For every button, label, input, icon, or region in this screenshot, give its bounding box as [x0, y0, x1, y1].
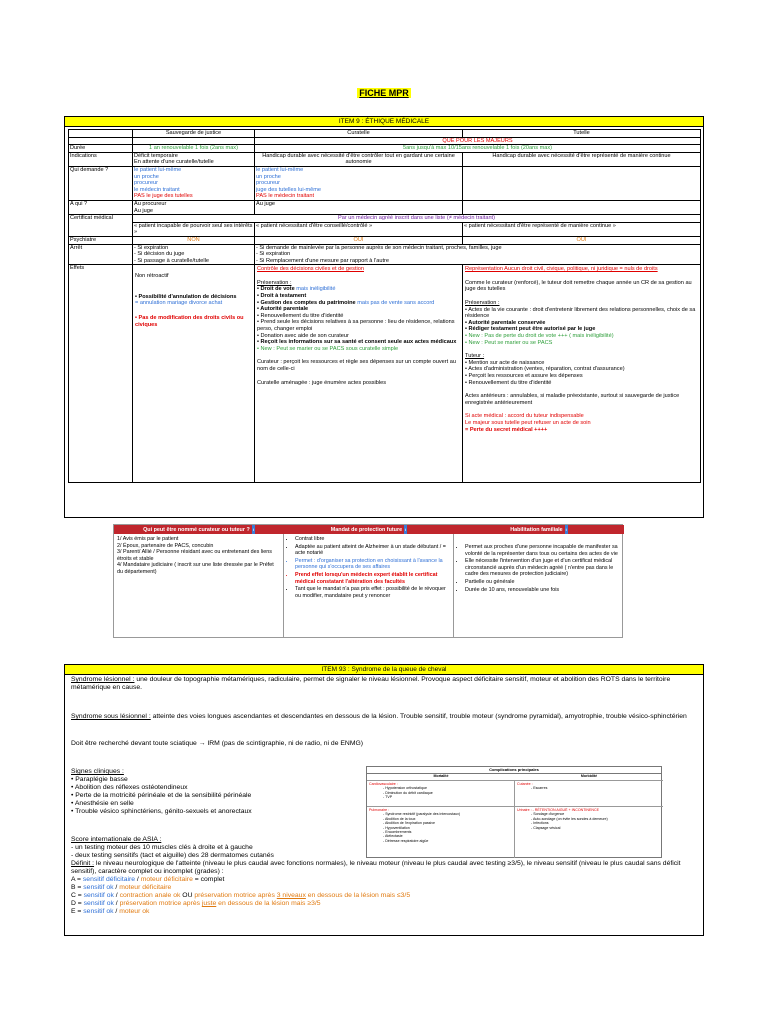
header-mandat: Mandat de protection future i	[284, 525, 454, 534]
complications-table: Complications principales Mortalité Morbidité Cardiovasculaire : - Hypotension orthostatique - Diminution du débit cardiaque - TVP Cutanée : - Escarres Pulmonaire : - Syndrome restrictif (paralysie des intercostaux) - Abolition de la toux - Abolition de l'expiration passive - Hypoventilation - Encombrements - Atélectasie - Détresse respiratoire aigüe Urinaire : - RÉTENTION AIGUË + INCONTINENCE - Sondage d'urgence - Auto-sondage (on évite les sondes à demeure) - Infections - Clapsage vésical	[366, 766, 662, 858]
row-label: Indications	[69, 152, 133, 166]
asia-block: Score internationale de ASIA : - un testing moteur des 10 muscles clés à droite et à gauche - deux testing sensitifs (tact et aiguille) des 28 dermatomes cutanés Définit : le niveau neurologique de l'atteinte (niveau le plus caudal avec fonctions normales), le niveau moteur (niveau le plus caudal avec testing ≥3/5), le niveau sensitif (niveau le plus caudal sans déficit sensitif), caractère complet ou incomplet (grades) : A = sensitif déficitaire / moteur déficitaire = complet B = sensitif ok / moteur déficitaire C = sensitif ok / contraction anale ok OU préservation motrice après 3 niveaux en dessous de la lésion mais ≤3/5 D = sensitif ok / préservation motrice après juste en dessous de la lésion mais ≥3/5 E = sensitif ok / moteur ok	[71, 836, 697, 916]
row-label: Certificat médical	[69, 215, 133, 237]
table-row: Qui demande ? le patient lui-même un proche procureur le médecin traitant PAS le juge des tutelles le patient lui-même un proche procureur juge des tutelles lui-même PAS le médecin traitant	[69, 166, 701, 200]
table-row: Indications Déficit temporaire En attente d'une curatelle/tutelle Handicap durable avec nécessité d'être contrôler tout en gardant une certaine autonomie Handicap durable avec nécessité d'être représenté de manière continue	[69, 152, 701, 166]
page-title: FICHE MPR	[359, 88, 409, 98]
row-label: Arrêt	[69, 244, 133, 265]
grade-e: E = sensitif ok / moteur ok	[71, 908, 150, 915]
info-icon: i	[405, 527, 407, 532]
table-row	[69, 137, 701, 145]
table-row: Effets Non rétroactif • Possibilité d'annulation de décisions = annulation mariage divorce achat • Pas de modification des droits civils ou civiques Contrôle des décisions civiles et de gestion Préservation : • Droit de vote mais inéligibilité • Droit à testament • Gestion des comptes du patrimoine mais pas de vente sans accord • Autorité parentale • Renouvellement du titre d'identité • Prend seule les décisions relatives à sa personne : lieu de résidence, relations perso, changer emploi • Donation avec aide de son curateur • Reçoit les informations sur sa santé et consent seule aux actes médicaux • New : Peut se marier ou se PACS sous curatelle simple Curateur : perçoit les ressources et règle ses dépenses sur un compte ouvert au nom de celle-ci Curatelle aménagée : juge énumère actes possibles Représentation Aucun droit civil, civique, politique, ni juridique = nuls de droits Comme le curateur (renforcé), le tuteur doit remettre chaque année un CR de sa gestion au juge des tutelles Préservation : • Actes de la vie courante : droit d'entretenir librement des relations personnelles, choix de sa résidence • Autorité parentale conservée • Rédiger testament peut être autorisé par le juge • New : Pas de perte du droit de vote +++ ( mais inéligibilité) • New : Peut se marier ou se PACS Tuteur : • Mention sur acte de naissance • Actes d'administration (ventes, réparation, contrat d'assurance) • Perçoit les ressources et assure les dépenses • Renouvellement du titre d'identité Actes antérieurs : annulables, si maladie préexistante, surtout si sauvegarde de justice enregistrée antérieurement Si acte médical : accord du tuteur indispensable Le majeur sous tutelle peut refuser un acte de soin = Perte du secret médical ++++	[69, 265, 701, 483]
row-label: Psychiatre	[69, 236, 133, 244]
irm-line: Doit être recherché devant toute sciatique → IRM (pas de scintigraphie, ni de radio, ni de ENMG)	[71, 740, 364, 747]
table-row: Arrêt - Si expiration - Si décision du juge - Si passage à curatelle/tutelle - Si demande de mainlevée par la personne auprès de son médecin traitant, proches, familles, juge - Si expiration - Si Remplacement d'une mesure par rapport à l'autre	[69, 244, 701, 265]
table-row: Durée 1 an renouvelable 1 fois (2ans max) 5ans jusqu'à max 10/15ans renouvelable 1 fois (20ans max)	[69, 145, 701, 153]
list-item: • Tant que le mandat n'a pas pris effet : possibilité de le révoquer ou modifier, mandataire peut y renoncer	[295, 586, 450, 599]
list-item: • Contrat libre	[295, 536, 450, 543]
list-item: • Permet : d'organiser sa protection en choisissant à l'avance la personne qui s'occupera de ses affaires	[295, 558, 450, 571]
row-label: Qui demande ?	[69, 166, 133, 200]
certificat-banner: Par un médecin agréé inscrit dans une liste (≠ médecin traitant)	[133, 215, 701, 223]
header-curateur: Qui peut être nommé curateur ou tuteur ? i	[114, 525, 284, 534]
info-icon: i	[252, 527, 254, 532]
grade-a: A = sensitif déficitaire / moteur déficitaire = complet	[71, 876, 225, 883]
grade-d: D = sensitif ok / préservation motrice après juste en dessous de la lésion mais ≥3/5	[71, 900, 321, 907]
list-item: • Elle nécessite l'intervention d'un juge et d'un certificat médical circonstancié auprès d'un médecin agréé ( n'entre pas dans le cadre des mesures de protection judiciaire)	[465, 558, 621, 578]
table-row: A qui ? Au procureur Au juge Au juge	[69, 200, 701, 214]
col-mandat	[284, 534, 454, 637]
row-label: A qui ?	[69, 200, 133, 214]
table-row	[69, 215, 701, 223]
grade-b: B = sensitif ok / moteur déficitaire	[71, 884, 172, 891]
col-sauvegarde: Sauvegarde de justice	[133, 130, 255, 138]
majeurs-banner: QUE POUR LES MAJEURS	[255, 137, 701, 145]
col-curateur: 1/ Avis émis par le patient 2/ Époux, partenaire de PACS, concubin 3/ Parent/ Allié / Personne résidant avec ou entretenant des liens étroits et stable 4/ Mandataire judiciaire ( inscrit sur une liste dressée par le Préfet du département)	[114, 534, 284, 637]
row-label: Durée	[69, 145, 133, 153]
grade-c: C = sensitif ok / contraction anale ok OU préservation motrice après 3 niveaux en dessous de la lésion mais ≤3/5	[71, 892, 411, 899]
list-item: • Durée de 10 ans, renouvelable une fois	[465, 587, 621, 594]
lesionnel-paragraph: Syndrome lésionnel : une douleur de topographie métamériques, radiculaire, permet de signaler le niveau lésionnel. Provoque aspect déficitaire sensitif, moteur et abolition des ROTS dans le territoire métamérique en cause.	[71, 676, 671, 691]
item9-section	[64, 116, 704, 518]
row-label: Effets	[69, 265, 133, 483]
protection-measures-table	[68, 129, 701, 483]
info-icon: i	[565, 527, 567, 532]
col-curatelle: Curatelle	[255, 130, 463, 138]
table-row: « patient incapable de pourvoir seul ses intérêts » « patient nécessitant d'être conseillé/contrôlé » « patient nécessitant d'être représenté de manière continue »	[69, 222, 701, 236]
protection-info-table	[113, 524, 623, 638]
col-habilitation	[454, 534, 624, 637]
sous-lesionnel-paragraph: Syndrome sous lésionnel : atteinte des voies longues ascendantes et descendantes en dessous de la lésion. Trouble sensitif, trouble moteur (syndrome pyramidal), amyotrophie, trouble vésico-sphinctérien	[71, 713, 687, 720]
table-row: Psychiatre NON OUI OUI	[69, 236, 701, 244]
table-header-row	[69, 130, 701, 138]
list-item: • Adaptée au patient atteint de Alzheimer à un stade débutant / = acte notarié	[295, 544, 450, 557]
header-habilitation: Habilitation familiale i	[454, 525, 624, 534]
list-item: • Prend effet lorsqu'un médecin expert établit le certificat médical constatant l'altération des facultés	[295, 572, 450, 585]
col-tutelle: Tutelle	[463, 130, 701, 138]
list-item: • Permet aux proches d'une personne incapable de manifester sa volonté de la représenter dans tous ou certains des actes de vie	[465, 544, 621, 557]
item9-header: ITEM 9 : ÉTHIQUE MÉDICALE	[65, 117, 703, 127]
item93-header: ITEM 93 : Syndrome de la queue de cheval	[65, 665, 703, 675]
list-item: • Partielle ou générale	[465, 579, 621, 586]
signes-cliniques: Signes cliniques : • Paraplégie basse • Abolition des réflexes ostéotendineux • Perte de la motricité périnéale et de la sensibilité périnéale • Anesthésie en selle • Trouble vésico sphinctériens, génito-sexuels et anorectaux	[71, 768, 252, 815]
